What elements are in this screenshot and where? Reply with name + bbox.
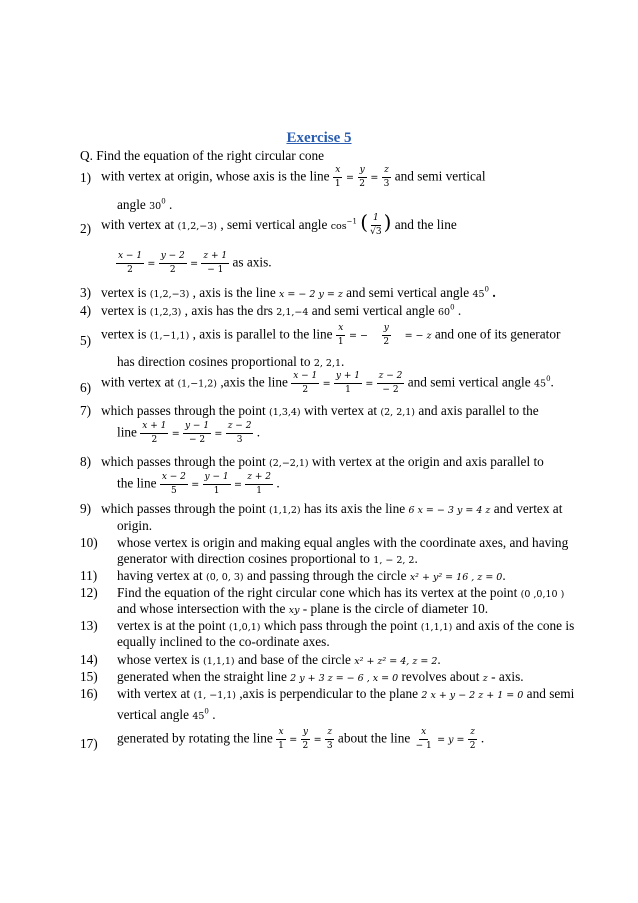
- problem-number: 5): [80, 333, 92, 348]
- fraction: $\frac{y - 1}{- 2}$: [184, 421, 210, 445]
- problem-8-line-1: which passes through the point (2,−2,1) with vertex at the origin and axis parallel to: [101, 454, 544, 469]
- problem-11-line-1: having vertex at (0, 0, 3) and passing through the circle x² + y² = 16 , z = 0.: [117, 568, 506, 583]
- fraction: $\frac{z - 2}{- 2}$: [378, 371, 403, 395]
- problem-12-line-2: and whose intersection with the xy - plane is the circle of diameter 10.: [117, 601, 489, 616]
- problem-16-line-1: with vertex at (1, −1,1) ,axis is perpendicular to the plane 2 x + y − 2 z + 1 = 0 and semi: [117, 686, 575, 701]
- problem-text: with vertex at origin, whose axis is the line: [101, 168, 330, 184]
- fraction: $\frac{z}{2}$: [469, 727, 476, 751]
- fraction: $\frac{x - 1}{2}$: [118, 251, 143, 275]
- problem-number: 15): [80, 669, 98, 684]
- problem-number: 3): [80, 285, 92, 300]
- problem-number: 2): [80, 221, 92, 236]
- problem-5-line-1: vertex is (1,−1,1) , axis is parallel to the line $\frac{x}{1}$ = − $\frac{y}{2}$ = − z and one of its generator: [101, 323, 561, 347]
- problem-9-line-2: origin.: [117, 518, 153, 533]
- fraction: $\frac{x - 1}{2}$: [293, 371, 318, 395]
- fraction: $\frac{y - 2}{2}$: [160, 251, 185, 275]
- problem-number: 16): [80, 686, 98, 701]
- problem-number: 9): [80, 501, 92, 516]
- fraction: $\frac{y}{2}$: [383, 323, 390, 347]
- problem-5-line-2: has direction cosines proportional to 2, 2,1.: [117, 354, 345, 369]
- problem-number: 12): [80, 585, 98, 600]
- fraction: $\frac{z - 2}{3}$: [227, 421, 252, 445]
- problem-13-line-1: vertex is at the point (1,0,1) which pass through the point (1,1,1) and axis of the cone is: [117, 618, 575, 633]
- problem-number: 7): [80, 403, 92, 418]
- problem-6-line-1: with vertex at (1,−1,2) ,axis the line $\frac{x - 1}{2}$ = $\frac{y + 1}{1}$ = $\frac{z - 2}{- 2}$ and semi vertical angle $45^0$.: [101, 371, 554, 395]
- problem-number: 6): [80, 380, 92, 395]
- fraction: $\frac{x}{- 1}$: [415, 727, 432, 751]
- fraction: $\frac{y}{2}$: [359, 165, 366, 189]
- fraction: $\frac{x}{1}$: [278, 727, 284, 751]
- problem-number: 4): [80, 303, 92, 318]
- problem-1-line-1: with vertex at origin, whose axis is the line $\frac{x}{1}$ = $\frac{y}{2}$ = $\frac{z}{3}$ and semi vertical: [101, 165, 486, 189]
- problem-number: 14): [80, 652, 98, 667]
- problem-7-line-1: which passes through the point (1,3,4) with vertex at (2, 2,1) and axis parallel to the: [101, 403, 539, 418]
- fraction: $\frac{z + 1}{- 1}$: [203, 251, 228, 275]
- fraction: $\frac{y + 1}{1}$: [335, 371, 360, 395]
- problem-number: 13): [80, 618, 98, 633]
- fraction: $\frac{y - 1}{1}$: [204, 472, 229, 496]
- problem-2-line-2: $\frac{x - 1}{2}$ = $\frac{y - 2}{2}$ = $\frac{z + 1}{- 1}$ as axis.: [118, 251, 272, 275]
- problem-7-line-2: line $\frac{x + 1}{2}$ = $\frac{y - 1}{- 2}$ = $\frac{z - 2}{3}$ .: [117, 421, 261, 445]
- problem-13-line-2: equally inclined to the co-ordinate axes.: [117, 634, 330, 649]
- question-text: Q. Find the equation of the right circular cone: [80, 148, 325, 163]
- problem-8-line-2: the line $\frac{x - 2}{5}$ = $\frac{y - 1}{1}$ = $\frac{z + 2}{1}$ .: [117, 472, 280, 496]
- fraction: $\frac{z}{3}$: [383, 165, 390, 189]
- fraction: $\frac{x}{1}$: [334, 165, 341, 189]
- problem-10-line-1: whose vertex is origin and making equal angles with the coordinate axes, and having: [117, 535, 569, 550]
- problem-number: 11): [80, 568, 98, 583]
- problem-15-line-1: generated when the straight line 2 y + 3 z = − 6 , x = 0 revolves about z - axis.: [117, 669, 524, 684]
- problem-17-line-1: generated by rotating the line $\frac{x}{1}$ = $\frac{y}{2}$ = $\frac{z}{3}$ about the line $\frac{x}{- 1}$ = y = $\frac{z}{2}$ .: [117, 727, 485, 751]
- problem-12-line-1: Find the equation of the right circular cone which has its vertex at the point (0 ,0,10 ): [117, 585, 565, 600]
- problem-14-line-1: whose vertex is (1,1,1) and base of the circle x² + z² = 4, z = 2.: [117, 652, 441, 667]
- problem-number: 17): [80, 736, 98, 751]
- fraction: $\frac{1}{√3}$: [370, 213, 382, 238]
- fraction: $\frac{x + 1}{2}$: [142, 421, 167, 445]
- problem-number: 10): [80, 535, 98, 550]
- fraction: $\frac{z}{3}$: [326, 727, 333, 751]
- problem-1-line-2: angle $30^0$ .: [117, 197, 173, 212]
- exercise-heading: Exercise 5: [286, 130, 352, 146]
- problem-text: and semi vertical: [394, 168, 486, 184]
- problem-number: 8): [80, 454, 92, 469]
- fraction: $\frac{x}{1}$: [337, 323, 344, 347]
- problem-2-line-1: with vertex at (1,2,−3) , semi vertical angle $\cos^{-1}$ ( $\frac{1}{√3}$ ) and the line: [101, 210, 457, 238]
- fraction: $\frac{x - 2}{5}$: [161, 472, 186, 496]
- problem-4-line-1: vertex is (1,2,3) , axis has the drs 2,1,−4 and semi vertical angle $60^0$ .: [101, 303, 462, 318]
- problem-9-line-1: which passes through the point (1,1,2) has its axis the line 6 x = − 3 y = 4 z and vertex at: [101, 501, 563, 516]
- problem-number: 1): [80, 170, 92, 185]
- fraction: $\frac{z + 2}{1}$: [247, 472, 271, 496]
- problem-10-line-2: generator with direction cosines proportional to 1, − 2, 2.: [117, 551, 418, 566]
- problem-16-line-2: vertical angle $45^0$ .: [117, 707, 216, 722]
- fraction: $\frac{y}{2}$: [302, 727, 309, 751]
- problem-3-line-1: vertex is (1,2,−3) , axis is the line x = − 2 y = z and semi vertical angle $45^0$ .: [101, 285, 496, 300]
